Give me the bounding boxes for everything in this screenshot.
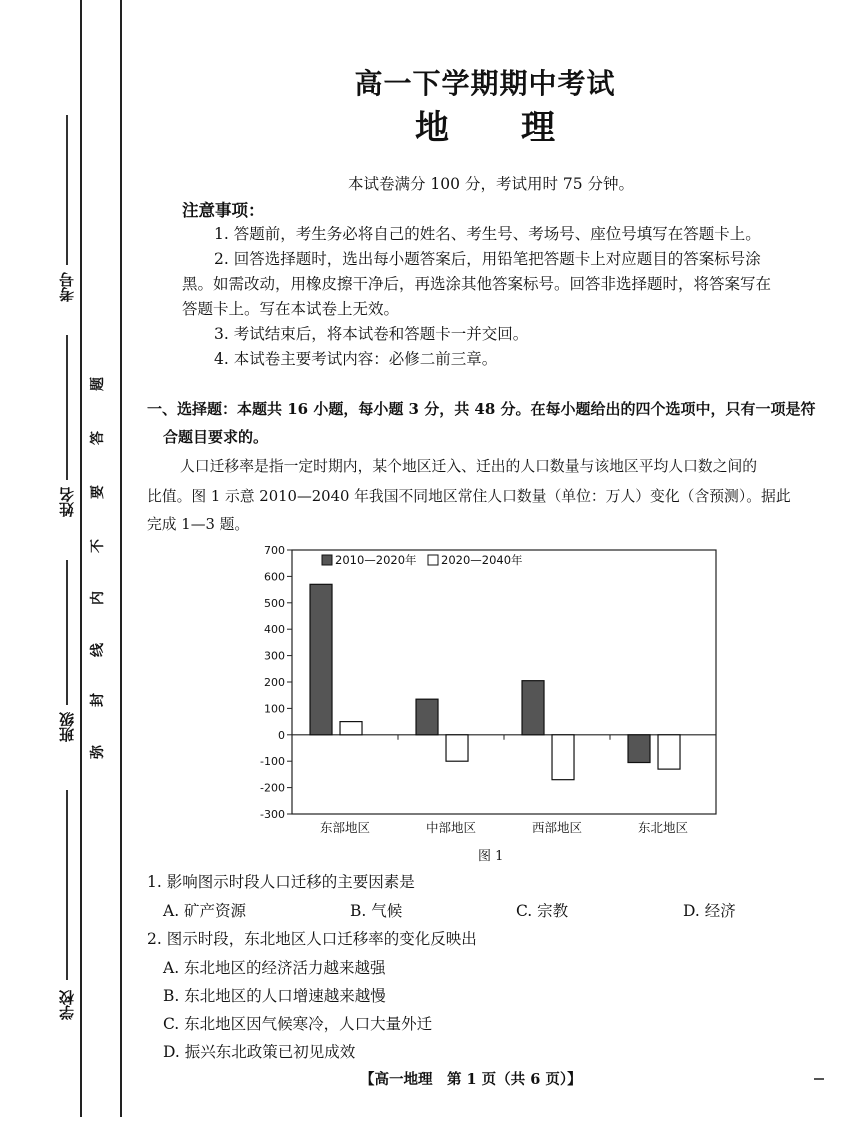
page-footer: 【高一地理 第 1 页（共 6 页）】: [360, 1071, 582, 1088]
seal-char-1: 题: [90, 377, 106, 391]
q2-option-c: C. 东北地区因气候寒冷，人口大量外迁: [163, 1015, 433, 1033]
seal-char-7: 封: [90, 693, 106, 707]
q1-option-a: A. 矿产资源: [163, 902, 247, 920]
seal-char-8: 弥: [90, 745, 106, 759]
y-tick-label-3: 400: [264, 623, 285, 637]
notice-item-4: 4. 本试卷主要考试内容：必修二前三章。: [214, 350, 498, 368]
q1-option-c: C. 宗教: [516, 902, 569, 920]
q1-option-d: D. 经济: [683, 902, 736, 920]
population-change-chart: [250, 542, 720, 842]
bar-2-4: [658, 735, 680, 769]
bar-2-1: [340, 722, 362, 735]
notice-item-2c: 答题卡上。写在本试卷上无效。: [182, 300, 400, 318]
y-tick-label-2: 500: [264, 596, 285, 610]
seal-char-6: 线: [90, 643, 106, 657]
notice-heading: 注意事项：: [182, 201, 265, 220]
label-kaohao: 考号: [58, 272, 76, 302]
section1-line2: 合题目要求的。: [163, 428, 269, 446]
y-tick-label-4: 300: [264, 649, 285, 663]
y-tick-label-1: 600: [264, 570, 285, 584]
subject-title: [0, 100, 861, 149]
passage-line2: 比值。图 1 示意 2010—2040 年我国不同地区常住人口数量（单位：万人）变化（含预测）。据此: [147, 488, 791, 505]
y-tick-label-5: 200: [264, 676, 285, 689]
chart-caption: 图 1: [478, 849, 504, 864]
q1-option-b: B. 气候: [350, 902, 403, 920]
xingming-underline: [66, 335, 68, 480]
x-label-4: 东北地区: [637, 820, 689, 835]
seal-char-3: 要: [90, 485, 106, 499]
question-2-stem: 2. 图示时段，东北地区人口迁移率的变化反映出: [147, 930, 477, 948]
bar-1-1: [310, 584, 332, 734]
y-tick-label-0: 700: [264, 544, 285, 557]
notice-item-3: 3. 考试结束后，将本试卷和答题卡一并交回。: [214, 325, 529, 343]
bar-1-2: [416, 699, 438, 735]
q2-option-a: A. 东北地区的经济活力越来越强: [163, 959, 386, 977]
notice-item-2b: 黑。如需改动，用橡皮擦干净后，再选涂其他答案标号。回答非选择题时，将答案写在: [182, 275, 772, 293]
legend-label-1: 2010—2020年: [335, 553, 417, 567]
margin-line-left: [80, 0, 82, 1117]
y-tick-label-8: -100: [260, 755, 285, 769]
plot-frame: [292, 550, 716, 814]
legend-label-2: 2020—2040年: [441, 553, 523, 567]
x-label-1: 东部地区: [319, 820, 371, 835]
subject-char-1: 地: [415, 108, 449, 148]
corner-mark: [814, 1078, 824, 1080]
notice-item-2: 2. 回答选择题时，选出每小题答案后，用铅笔把答题卡上对应题目的答案标号涂: [214, 250, 761, 268]
label-xingming: 姓名: [58, 487, 76, 517]
q2-option-d: D. 振兴东北政策已初见成效: [163, 1043, 356, 1061]
seal-char-5: 内: [90, 591, 106, 605]
legend-swatch-1: [322, 555, 332, 565]
question-1-stem: 1. 影响图示时段人口迁移的主要因素是: [147, 873, 415, 891]
xuexiao-underline: [66, 790, 68, 980]
y-tick-label-10: -300: [260, 808, 285, 821]
banji-underline: [66, 560, 68, 705]
exam-title: 高一下学期期中考试: [354, 67, 616, 100]
seal-char-2: 答: [90, 431, 106, 445]
bar-1-4: [628, 735, 650, 763]
bar-1-3: [522, 681, 544, 735]
y-tick-label-9: -200: [260, 781, 285, 795]
subject-char-2: 理: [521, 108, 555, 148]
y-tick-label-6: 100: [264, 702, 285, 716]
x-label-3: 西部地区: [531, 820, 583, 835]
score-note: 本试卷满分 100 分，考试用时 75 分钟。: [348, 175, 635, 193]
bar-2-2: [446, 735, 468, 761]
legend-swatch-2: [428, 555, 438, 565]
passage-line3: 完成 1—3 题。: [147, 516, 250, 533]
section1-line1: 一、选择题：本题共 16 小题，每小题 3 分，共 48 分。在每小题给出的四个选项中，只有一项是符: [147, 400, 816, 418]
y-tick-label-7: 0: [278, 728, 285, 742]
passage-line1: 人口迁移率是指一定时期内，某个地区迁入、迁出的人口数量与该地区平均人口数之间的: [180, 458, 758, 475]
x-label-2: 中部地区: [425, 820, 477, 835]
label-xuexiao: 学校: [58, 990, 76, 1020]
label-banji: 班级: [58, 712, 76, 742]
q2-option-b: B. 东北地区的人口增速越来越慢: [163, 987, 386, 1005]
notice-item-1: 1. 答题前，考生务必将自己的姓名、考生号、考场号、座位号填写在答题卡上。: [214, 225, 761, 243]
margin-line-right: [120, 0, 122, 1117]
bar-2-3: [552, 735, 574, 780]
seal-char-4: 不: [90, 539, 106, 553]
